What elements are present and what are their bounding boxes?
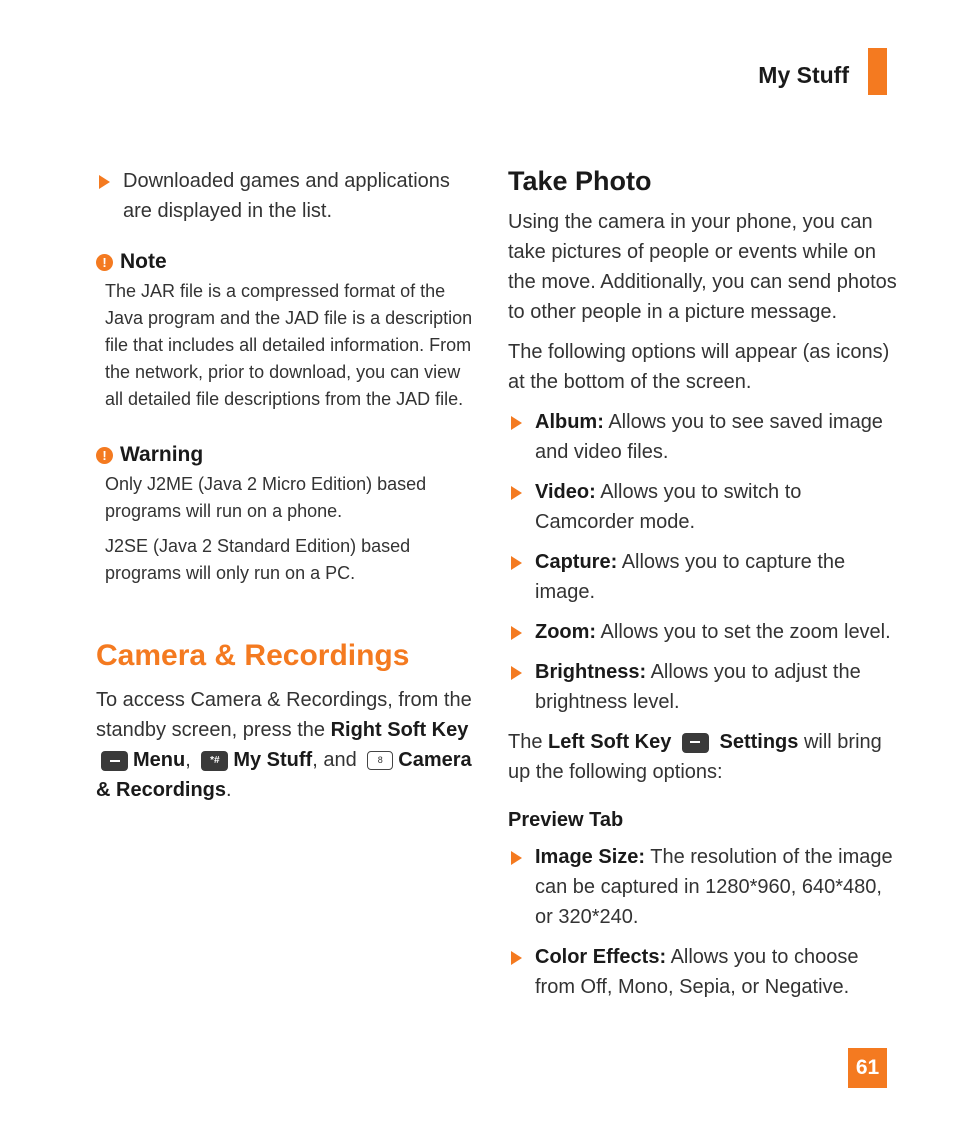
item-text: Allows you to capture the image. xyxy=(535,551,846,603)
triangle-right-icon xyxy=(511,416,522,430)
warning-text-2: J2SE (Java 2 Standard Edition) based programs will only run on a PC. xyxy=(105,536,411,583)
right-soft-key-label: Right Soft Key xyxy=(330,719,469,741)
item-text: The resolution of the image can be captured in 1280*960, 640*480, or 320*240. xyxy=(535,846,893,928)
item-label: Zoom: xyxy=(535,621,597,643)
warning-title: Warning xyxy=(120,443,204,466)
intro-text: To access Camera & Recordings, from the standby screen, press the xyxy=(96,689,472,741)
item-label: Capture: xyxy=(535,551,618,573)
triangle-right-icon xyxy=(99,175,110,189)
list-item xyxy=(508,407,898,467)
eight-key-icon: 8 xyxy=(367,751,393,770)
list-item xyxy=(508,547,898,607)
item-label: Album: xyxy=(535,411,604,433)
my-stuff-label: My Stuff xyxy=(233,749,313,771)
right-column xyxy=(508,166,898,1012)
take-photo-para-1: Using the camera in your phone, you can take pictures of people or events while on the move. Additionally, you can send photos to other people in a picture message. xyxy=(508,211,897,323)
item-label: Color Effects: xyxy=(535,946,667,968)
period: . xyxy=(226,779,232,801)
item-text: Allows you to switch to Camcorder mode. xyxy=(535,481,802,533)
camera-recordings-label: Camera & Recordings xyxy=(96,749,472,801)
left-column xyxy=(96,166,476,815)
warning-heading xyxy=(96,443,476,467)
comma: , xyxy=(185,749,191,771)
star-key-icon: *# xyxy=(201,751,228,771)
left-soft-key-label: Left Soft Key xyxy=(548,731,672,753)
note-text: The JAR file is a compressed format of the Java program and the JAD file is a description file that includes all detailed information. From the network, prior to download, you can view all detailed file descriptions from the JAD file. xyxy=(105,281,473,409)
left-soft-key-para xyxy=(508,727,898,787)
and-text: , and xyxy=(312,749,357,771)
item-text: Allows you to choose from Off, Mono, Sepia, or Negative. xyxy=(535,946,859,998)
preview-tab-title: Preview Tab xyxy=(508,809,624,831)
lsk-pre: The xyxy=(508,731,543,753)
header-title: My Stuff xyxy=(758,62,849,88)
note-heading xyxy=(96,250,476,274)
list-item xyxy=(508,657,898,717)
warning-body xyxy=(96,471,476,587)
soft-key-icon xyxy=(101,751,128,771)
note-body xyxy=(96,278,476,413)
list-item xyxy=(508,617,898,647)
lsk-post: will bring up the following options: xyxy=(508,731,882,783)
item-label: Brightness: xyxy=(535,661,647,683)
camera-recordings-title: Camera & Recordings xyxy=(96,639,410,672)
triangle-right-icon xyxy=(511,851,522,865)
item-label: Video: xyxy=(535,481,596,503)
soft-key-icon xyxy=(682,733,709,753)
header-accent-bar xyxy=(868,48,887,95)
list-item xyxy=(508,942,898,1002)
list-item xyxy=(508,842,898,932)
exclamation-circle-icon: ! xyxy=(96,254,113,271)
settings-label: Settings xyxy=(719,731,799,753)
take-photo-title: Take Photo xyxy=(508,166,652,196)
triangle-right-icon xyxy=(511,626,522,640)
list-item xyxy=(508,477,898,537)
triangle-right-icon xyxy=(511,486,522,500)
list-item xyxy=(96,166,476,226)
triangle-right-icon xyxy=(511,556,522,570)
item-text: Allows you to adjust the brightness level. xyxy=(535,661,861,713)
menu-label: Menu xyxy=(133,749,186,771)
triangle-right-icon xyxy=(511,666,522,680)
warning-text-1: Only J2ME (Java 2 Micro Edition) based programs will run on a phone. xyxy=(105,474,427,521)
take-photo-para-2: The following options will appear (as icons) at the bottom of the screen. xyxy=(508,341,890,393)
item-text: Allows you to set the zoom level. xyxy=(596,621,891,643)
camera-intro xyxy=(96,685,476,805)
page-number: 61 xyxy=(848,1048,887,1088)
item-text: Allows you to see saved image and video files. xyxy=(535,411,883,463)
exclamation-circle-icon: ! xyxy=(96,447,113,464)
bullet-text: Downloaded games and applications are displayed in the list. xyxy=(123,170,450,222)
triangle-right-icon xyxy=(511,951,522,965)
note-title: Note xyxy=(120,250,167,273)
item-label: Image Size: xyxy=(535,846,646,868)
